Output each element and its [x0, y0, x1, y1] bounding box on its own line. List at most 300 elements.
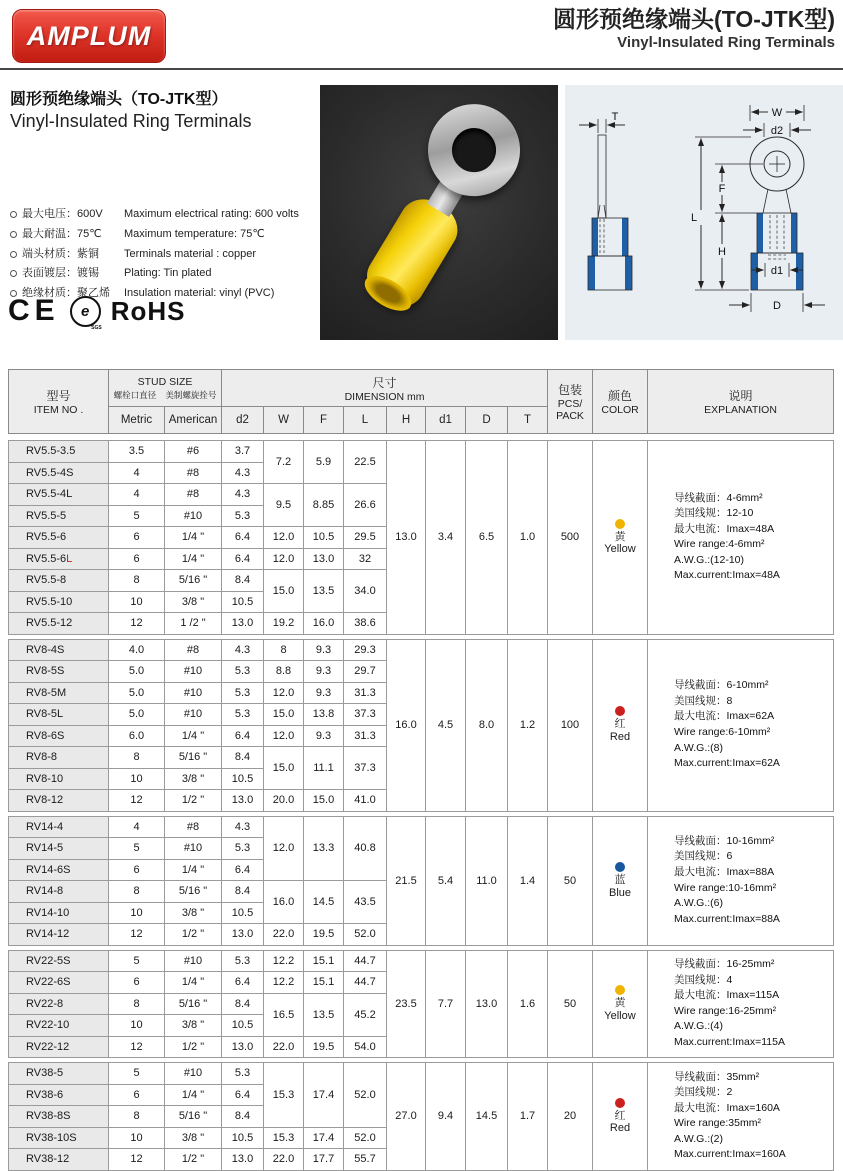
cell-item-no [9, 661, 109, 683]
cell-american: #8 [165, 816, 222, 838]
dim-label-f: F [718, 183, 726, 195]
color-dot-icon [615, 706, 625, 716]
cell-item-no [9, 591, 109, 613]
cell-american: 1/4 " [165, 527, 222, 549]
cell-color [593, 950, 648, 1058]
item-no-text: RV8-5S [26, 665, 65, 678]
cell-metric: 10 [109, 902, 165, 924]
cell-item-no [9, 682, 109, 704]
cell-american: 1/4 " [165, 548, 222, 570]
col-header-metric: Metric [109, 407, 165, 434]
cell-american: 3/8 " [165, 1015, 222, 1037]
cell-d2: 5.3 [222, 950, 264, 972]
cell-american: #8 [165, 484, 222, 506]
explanation-line: Wire range:6-10mm² [674, 726, 771, 738]
cell-pack: 50 [548, 950, 593, 1058]
cell-american: 5/16 " [165, 1106, 222, 1128]
cell-metric: 5 [109, 1063, 165, 1085]
cell-metric: 4 [109, 462, 165, 484]
explanation-line: 最大电流：Imax=160A [674, 1101, 780, 1114]
color-name-cn: 黄 [614, 530, 626, 543]
cell-f: 15.1 [304, 972, 344, 994]
cell-d2: 13.0 [222, 924, 264, 946]
brand-logo [12, 9, 166, 63]
col-header-color: 颜色 COLOR [593, 370, 648, 434]
cell-d2: 8.4 [222, 1106, 264, 1128]
cell-t: 1.6 [508, 950, 548, 1058]
cell-d2: 13.0 [222, 1149, 264, 1171]
cell-item-no [9, 1106, 109, 1128]
cell-item-no [9, 462, 109, 484]
page-title-cn: 圆形预绝缘端头(TO-JTK型) [553, 6, 835, 32]
cell-f: 15.0 [304, 790, 344, 812]
cell-american: 1/4 " [165, 972, 222, 994]
explanation-line: 最大电流：Imax=88A [674, 865, 775, 878]
item-no-text: RV5.5-6 [26, 531, 67, 544]
item-no-suffix: L [66, 552, 73, 565]
bullet-icon [10, 270, 17, 277]
page-title [553, 6, 835, 51]
cell-w: 12.0 [264, 725, 304, 747]
cell-explanation [648, 639, 834, 811]
spec-list [10, 208, 315, 307]
cell-w: 15.0 [264, 570, 304, 613]
cell-f: 9.3 [304, 682, 344, 704]
color-name-en: Red [609, 1122, 631, 1135]
cell-metric: 10 [109, 1127, 165, 1149]
item-no-text: RV38-6 [26, 1088, 64, 1101]
item-no-text: RV22-8 [26, 997, 64, 1010]
explanation-line: A.W.G.:(6) [674, 897, 724, 910]
dim-label-h: H [718, 246, 726, 258]
cell-l: 29.5 [344, 527, 387, 549]
cell-d1: 9.4 [426, 1063, 466, 1171]
cell-item-no [9, 527, 109, 549]
cell-f: 10.5 [304, 527, 344, 549]
explanation-line: 美国线规：12-10 [674, 507, 754, 520]
cell-f: 13.5 [304, 570, 344, 613]
table-row [9, 441, 834, 463]
item-no-text: RV14-5 [26, 842, 64, 855]
explanation-line: Max.current:Imax=115A [674, 1035, 785, 1048]
explanation-line: A.W.G.:(2) [674, 1132, 724, 1145]
cell-metric: 6 [109, 1084, 165, 1106]
col-header-dimension: 尺寸 DIMENSION mm [222, 370, 548, 407]
cell-item-no [9, 993, 109, 1015]
item-no-text: RV5.5-8 [26, 574, 67, 587]
cell-w: 12.0 [264, 816, 304, 881]
explanation-line: 导线截面：35mm² [674, 1070, 760, 1083]
item-no-text: RV5.5-4S [26, 466, 74, 479]
explanation-line: Wire range:35mm² [674, 1117, 761, 1130]
item-no-text: RV14-8 [26, 885, 64, 898]
cell-w: 12.0 [264, 682, 304, 704]
cell-l: 31.3 [344, 682, 387, 704]
explanation-line: Wire range:10-16mm² [674, 881, 777, 894]
cell-item-no [9, 950, 109, 972]
spec-row [10, 267, 315, 281]
explanation-line: 导线截面：10-16mm² [674, 834, 775, 847]
cell-item-no [9, 790, 109, 812]
cell-w: 12.2 [264, 950, 304, 972]
col-header-item-no: 型号 ITEM NO . [9, 370, 109, 434]
terminal-series-table [8, 950, 834, 1059]
cell-metric: 6 [109, 548, 165, 570]
color-name-cn: 黄 [614, 997, 626, 1010]
col-header-d: D [466, 407, 508, 434]
cell-d2: 5.3 [222, 661, 264, 683]
cell-d2: 5.3 [222, 505, 264, 527]
cell-american: #10 [165, 838, 222, 860]
dim-label-w: W [771, 107, 783, 119]
product-title-en: Vinyl-Insulated Ring Terminals [10, 111, 252, 131]
cell-metric: 4.0 [109, 639, 165, 661]
color-name-cn: 蓝 [614, 873, 626, 886]
cell-american: 5/16 " [165, 993, 222, 1015]
sgs-mark-icon [70, 296, 102, 331]
cell-american: 3/8 " [165, 1127, 222, 1149]
col-header-d2: d2 [222, 407, 264, 434]
explanation-line: Max.current:Imax=88A [674, 912, 780, 925]
col-header-w: W [264, 407, 304, 434]
cell-pack: 20 [548, 1063, 593, 1171]
cell-w: 12.2 [264, 972, 304, 994]
stud-size-cn-metric: 螺栓口直径 [113, 389, 157, 400]
item-no-text: RV8-8 [26, 751, 57, 764]
cell-l: 44.7 [344, 950, 387, 972]
cell-item-no [9, 1036, 109, 1058]
cell-metric: 4 [109, 816, 165, 838]
item-no-text: RV8-10 [26, 772, 64, 785]
spec-label-en: Plating: Tin plated [124, 267, 212, 280]
cell-f: 15.1 [304, 950, 344, 972]
cell-d2: 8.4 [222, 570, 264, 592]
cell-w: 16.5 [264, 993, 304, 1036]
bullet-icon [10, 251, 17, 258]
cell-american: 3/8 " [165, 591, 222, 613]
item-no-text: RV38-8S [26, 1110, 71, 1123]
explanation-line: A.W.G.:(4) [674, 1020, 724, 1033]
cell-american: 5/16 " [165, 881, 222, 903]
cell-d2: 6.4 [222, 859, 264, 881]
explanation-line: Max.current:Imax=160A [674, 1148, 786, 1161]
cell-item-no [9, 881, 109, 903]
table-row [9, 950, 834, 972]
cell-metric: 4 [109, 484, 165, 506]
cell-american: #8 [165, 639, 222, 661]
cell-f: 13.0 [304, 548, 344, 570]
dim-label-l: L [690, 212, 698, 224]
cell-item-no [9, 924, 109, 946]
item-no-text: RV8-4S [26, 643, 65, 656]
item-no-text: RV8-6S [26, 729, 65, 742]
item-no-text: RV14-10 [26, 906, 70, 919]
spec-label-en: Insulation material: vinyl (PVC) [124, 287, 275, 299]
cell-t: 1.2 [508, 639, 548, 811]
cell-american: #10 [165, 704, 222, 726]
cell-item-no [9, 768, 109, 790]
cell-d2: 4.3 [222, 639, 264, 661]
cell-d2: 8.4 [222, 993, 264, 1015]
cell-american: 5/16 " [165, 747, 222, 769]
cell-american: 1/2 " [165, 924, 222, 946]
cell-item-no [9, 747, 109, 769]
explanation-line: 导线截面：6-10mm² [674, 679, 769, 692]
color-name-en: Yellow [604, 1009, 636, 1022]
cell-d2: 8.4 [222, 881, 264, 903]
cell-item-no [9, 972, 109, 994]
cell-f: 14.5 [304, 881, 344, 924]
color-name-cn: 红 [614, 1109, 626, 1122]
cell-d2: 5.3 [222, 682, 264, 704]
item-no-text: RV5.5-12 [26, 617, 73, 630]
item-no-text: RV8-5M [26, 686, 67, 699]
ce-mark-icon: CE [8, 294, 60, 327]
cell-metric: 3.5 [109, 441, 165, 463]
item-no-text: RV5.5-6 [26, 552, 67, 565]
cell-l: 22.5 [344, 441, 387, 484]
color-name-en: Blue [608, 886, 632, 899]
cell-l: 37.3 [344, 747, 387, 790]
certification-marks [8, 294, 186, 331]
col-header-stud-size: STUD SIZE 螺栓口直径 美制螺旋拴号 [109, 370, 222, 407]
cell-metric: 12 [109, 613, 165, 635]
cell-american: 1/4 " [165, 725, 222, 747]
cell-w: 8 [264, 639, 304, 661]
cell-d2: 5.3 [222, 704, 264, 726]
header-divider [0, 68, 843, 70]
cell-american: 1/2 " [165, 1149, 222, 1171]
cell-american: #8 [165, 462, 222, 484]
cell-d2: 4.3 [222, 484, 264, 506]
cell-f: 19.5 [304, 1036, 344, 1058]
cell-l: 38.6 [344, 613, 387, 635]
cell-l: 31.3 [344, 725, 387, 747]
item-no-text: RV22-12 [26, 1040, 70, 1053]
spec-label-cn: 绝缘材质：聚乙烯 [22, 287, 110, 299]
cell-f: 17.4 [304, 1127, 344, 1149]
cell-l: 44.7 [344, 972, 387, 994]
cell-metric: 5 [109, 950, 165, 972]
terminal-sleeve-opening [359, 268, 417, 317]
cell-american: 1/4 " [165, 859, 222, 881]
dim-label-d2: d2 [770, 125, 784, 137]
spec-table-body [8, 440, 835, 1171]
cell-metric: 8 [109, 747, 165, 769]
color-name-en: Yellow [604, 543, 636, 556]
cell-f: 13.8 [304, 704, 344, 726]
cell-metric: 6.0 [109, 725, 165, 747]
cell-h: 16.0 [387, 639, 426, 811]
cell-f: 9.3 [304, 639, 344, 661]
col-header-l: L [344, 407, 387, 434]
cell-item-no [9, 613, 109, 635]
product-intro-title [10, 86, 310, 132]
cell-d2: 6.4 [222, 527, 264, 549]
cell-d2: 13.0 [222, 1036, 264, 1058]
cell-w: 8.8 [264, 661, 304, 683]
cell-american: #10 [165, 682, 222, 704]
cell-metric: 12 [109, 924, 165, 946]
cell-d: 11.0 [466, 816, 508, 945]
cell-h: 27.0 [387, 1063, 426, 1171]
cell-l: 43.5 [344, 881, 387, 924]
cell-d2: 13.0 [222, 613, 264, 635]
cell-american: 3/8 " [165, 768, 222, 790]
cell-item-no [9, 548, 109, 570]
cell-american: #10 [165, 505, 222, 527]
cell-t: 1.0 [508, 441, 548, 635]
color-name-cn: 红 [614, 718, 626, 731]
explanation-line: 导线截面：4-6mm² [674, 491, 763, 504]
cell-f: 8.85 [304, 484, 344, 527]
bullet-icon [10, 211, 17, 218]
cell-d2: 10.5 [222, 768, 264, 790]
table-row [9, 816, 834, 838]
spec-label-en: Maximum electrical rating: 600 volts [124, 208, 299, 220]
color-dot-icon [615, 985, 625, 995]
product-title-cn: 圆形预绝缘端头（TO-JTK型） [10, 91, 228, 108]
cell-w: 15.0 [264, 747, 304, 790]
spec-row [10, 228, 315, 242]
cell-metric: 8 [109, 1106, 165, 1128]
cell-metric: 5.0 [109, 661, 165, 683]
cell-metric: 6 [109, 972, 165, 994]
item-no-text: RV22-5S [26, 954, 71, 967]
cell-item-no [9, 859, 109, 881]
cell-d2: 10.5 [222, 591, 264, 613]
page-title-en: Vinyl-Insulated Ring Terminals [617, 33, 835, 51]
cell-american: 1/2 " [165, 1036, 222, 1058]
cell-item-no [9, 570, 109, 592]
cell-metric: 5.0 [109, 682, 165, 704]
cell-american: 1/4 " [165, 1084, 222, 1106]
cell-american: #6 [165, 441, 222, 463]
cell-explanation [648, 950, 834, 1058]
terminal-series-table [8, 440, 834, 635]
cell-item-no [9, 902, 109, 924]
item-no-text: RV5.5-5 [26, 509, 67, 522]
spec-label-cn: 最大耐温：75℃ [22, 227, 102, 240]
stud-size-cn-american: 美制螺旋拴号 [165, 389, 217, 400]
cell-explanation [648, 816, 834, 945]
item-no-text: RV8-5L [26, 708, 64, 721]
cell-l: 52.0 [344, 1127, 387, 1149]
cell-d: 6.5 [466, 441, 508, 635]
product-photo [320, 85, 558, 340]
spec-label-cn: 最大电压：600V [22, 208, 103, 220]
cell-metric: 5.0 [109, 704, 165, 726]
color-dot-icon [615, 519, 625, 529]
col-header-american: American [165, 407, 222, 434]
rohs-mark: RoHS [110, 295, 186, 326]
cell-t: 1.4 [508, 816, 548, 945]
cell-pack: 100 [548, 639, 593, 811]
cell-metric: 6 [109, 527, 165, 549]
item-no-text: RV5.5-4L [26, 488, 73, 501]
explanation-line: 最大电流：Imax=48A [674, 522, 775, 535]
cell-item-no [9, 1127, 109, 1149]
explanation-line: A.W.G.:(8) [674, 741, 724, 754]
explanation-line: Max.current:Imax=48A [674, 569, 780, 582]
item-no-text: RV22-10 [26, 1019, 70, 1032]
cell-d2: 3.7 [222, 441, 264, 463]
explanation-line: Wire range:4-6mm² [674, 538, 765, 551]
cell-d2: 4.3 [222, 462, 264, 484]
cell-color [593, 639, 648, 811]
item-no-text: RV14-12 [26, 928, 70, 941]
cell-f: 17.4 [304, 1063, 344, 1128]
brand-logo-text: AMPLUM [26, 20, 152, 51]
cell-item-no [9, 441, 109, 463]
cell-w: 12.0 [264, 548, 304, 570]
cell-w: 22.0 [264, 924, 304, 946]
cell-f: 17.7 [304, 1149, 344, 1171]
color-dot-icon [615, 1098, 625, 1108]
cell-w: 15.3 [264, 1063, 304, 1128]
cell-f: 16.0 [304, 613, 344, 635]
cell-f: 13.3 [304, 816, 344, 881]
item-no-text: RV5.5-10 [26, 595, 73, 608]
cell-l: 54.0 [344, 1036, 387, 1058]
cell-metric: 12 [109, 1149, 165, 1171]
spec-table [8, 369, 835, 1171]
explanation-line: 美国线规：4 [674, 973, 733, 986]
spec-label-en: Terminals material : copper [124, 247, 257, 260]
cell-f: 11.1 [304, 747, 344, 790]
dim-label-t: T [611, 111, 619, 123]
cell-metric: 10 [109, 768, 165, 790]
cell-american: 3/8 " [165, 902, 222, 924]
table-row [9, 639, 834, 661]
cell-metric: 8 [109, 881, 165, 903]
cell-t: 1.7 [508, 1063, 548, 1171]
cell-f: 5.9 [304, 441, 344, 484]
cell-d2: 6.4 [222, 972, 264, 994]
explanation-line: 美国线规：8 [674, 694, 733, 707]
cell-d: 14.5 [466, 1063, 508, 1171]
explanation-line: 美国线规：2 [674, 1086, 733, 1099]
spec-row [10, 208, 315, 222]
cell-w: 22.0 [264, 1149, 304, 1171]
dimension-diagram-svg [565, 85, 843, 340]
explanation-line: 美国线规：6 [674, 850, 733, 863]
cell-d2: 10.5 [222, 1015, 264, 1037]
col-header-h: H [387, 407, 426, 434]
cell-item-no [9, 1149, 109, 1171]
cell-l: 32 [344, 548, 387, 570]
cell-d2: 13.0 [222, 790, 264, 812]
item-no-text: RV14-6S [26, 863, 71, 876]
dimension-diagram [565, 85, 843, 340]
cell-metric: 10 [109, 1015, 165, 1037]
cell-d1: 4.5 [426, 639, 466, 811]
item-no-text: RV38-10S [26, 1131, 77, 1144]
col-header-explanation: 说明 EXPLANATION [648, 370, 834, 434]
item-no-text: RV38-12 [26, 1153, 70, 1166]
cell-l: 34.0 [344, 570, 387, 613]
explanation-line: 最大电流：Imax=62A [674, 710, 775, 723]
cell-american: #10 [165, 1063, 222, 1085]
cell-d2: 6.4 [222, 548, 264, 570]
cell-l: 37.3 [344, 704, 387, 726]
col-header-f: F [304, 407, 344, 434]
item-no-text: RV14-4 [26, 820, 64, 833]
cell-american: #10 [165, 950, 222, 972]
cell-color [593, 816, 648, 945]
item-no-text: RV22-6S [26, 976, 71, 989]
cell-d1: 3.4 [426, 441, 466, 635]
